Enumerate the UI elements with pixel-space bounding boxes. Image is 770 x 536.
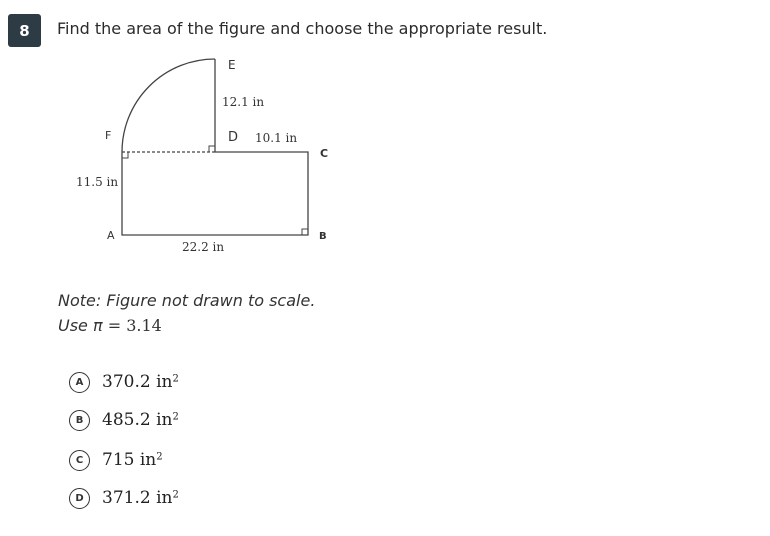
label-b: B [319, 231, 327, 242]
choice-a-text: 370.2 $in^2$ [102, 372, 179, 392]
choice-c-text: 715 $in^2$ [102, 450, 163, 470]
pi-value: = 3.14 [107, 316, 162, 335]
choice-b-text: 485.2 $in^2$ [102, 410, 179, 430]
question-prompt: Find the area of the figure and choose the appropriate result. [57, 19, 548, 38]
measure-top-right: 10.1 in [255, 131, 298, 145]
quarter-circle-arc [122, 59, 215, 152]
label-c: C [320, 147, 329, 160]
right-angle-marker-f [122, 152, 128, 158]
choice-d-bubble[interactable]: D [69, 488, 90, 509]
label-d: D [228, 130, 239, 145]
pi-use-label: Use π [58, 316, 103, 335]
choice-b-bubble[interactable]: B [69, 410, 90, 431]
figure-note: Note: Figure not drawn to scale. [58, 291, 316, 310]
measure-left-side: 11.5 in [76, 175, 119, 189]
choice-a-bubble[interactable]: A [69, 372, 90, 393]
geometry-figure [60, 45, 350, 260]
choice-b[interactable] [69, 407, 179, 433]
measure-bottom: 22.2 in [182, 240, 225, 254]
label-a: A [107, 229, 115, 242]
choice-d-text: 371.2 $in^2$ [102, 488, 179, 508]
right-angle-marker-b [302, 229, 308, 235]
measure-radius: 12.1 in [222, 95, 265, 109]
question-number-badge: 8 [8, 14, 41, 47]
pi-instruction [58, 316, 162, 335]
right-angle-marker-d [209, 146, 215, 152]
choice-c-bubble[interactable]: C [69, 450, 90, 471]
label-e: E [228, 58, 236, 72]
figure-outline [122, 152, 308, 235]
choice-d[interactable] [69, 485, 179, 511]
label-f: F [105, 129, 112, 142]
choice-c[interactable] [69, 447, 163, 473]
choice-a[interactable] [69, 369, 179, 395]
